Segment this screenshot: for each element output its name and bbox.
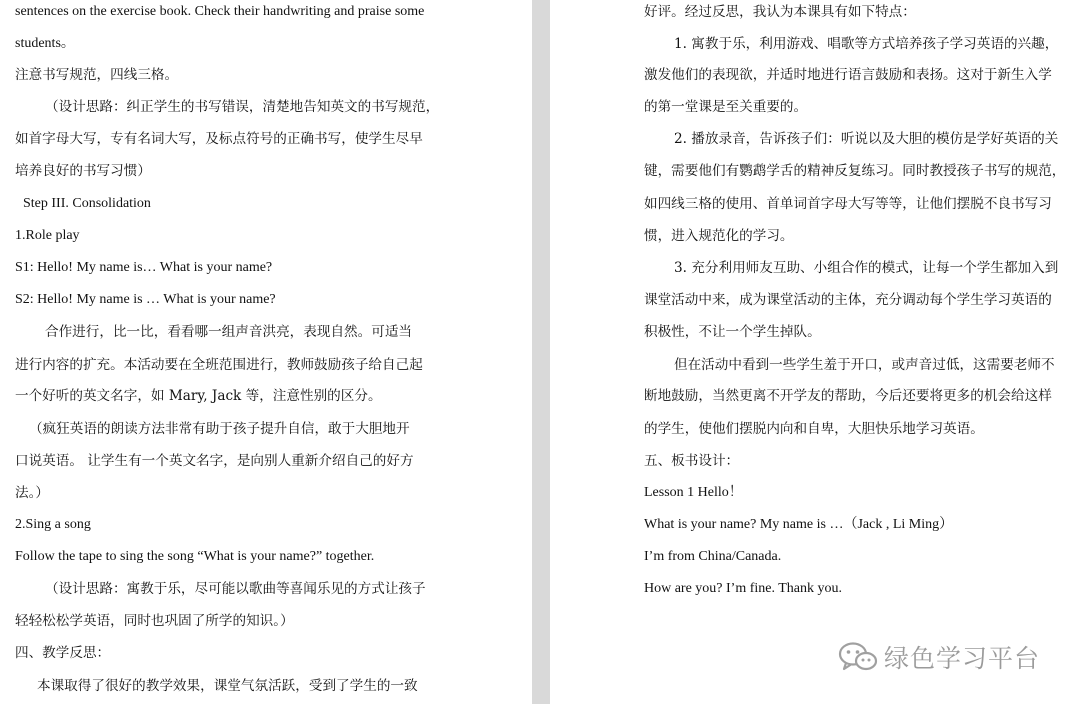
right-page-line: 2. 播放录音，告诉孩子们：听说以及大胆的模仿是学好英语的关 (674, 131, 1059, 147)
right-page-line: Lesson 1 Hello！ (644, 485, 743, 500)
left-page-line: 进行内容的扩充。本活动要在全班范围进行，教师鼓励孩子给自己起 (15, 357, 423, 373)
right-page-line: 积极性，不让一个学生掉队。 (644, 324, 821, 340)
right-page-line: 五、板书设计： (644, 453, 740, 469)
left-page-line: Step III. Consolidation (23, 196, 151, 211)
left-page-line: 一个好听的英文名字，如 Mary, Jack 等，注意性别的区分。 (15, 388, 382, 404)
left-page-line: 法。） (15, 485, 49, 501)
left-page-line: 合作进行，比一比，看看哪一组声音洪亮，表现自然。可适当 (45, 324, 413, 340)
watermark (838, 637, 1040, 677)
right-page-line: 1. 寓教于乐，利用游戏、唱歌等方式培养孩子学习英语的兴趣， (674, 36, 1059, 52)
right-page-line: How are you? I’m fine. Thank you. (644, 581, 843, 596)
left-page-line: S2: Hello! My name is … What is your name? (15, 292, 276, 307)
right-page-line: 3. 充分利用师友互助、小组合作的模式，让每一个学生都加入到 (674, 260, 1059, 276)
left-page-line: sentences on the exercise book. Check their handwriting and praise some (15, 4, 425, 19)
right-page-line: 如四线三格的使用、首单词首字母大写等等，让他们摆脱不良书写习 (644, 196, 1052, 212)
watermark-text: 绿色学习平台 (884, 644, 1041, 673)
right-page-line: 激发他们的表现欲，并适时地进行语言鼓励和表扬。这对于新生入学 (644, 67, 1052, 83)
right-page-line: 好评。经过反思，我认为本课具有如下特点： (644, 4, 916, 20)
right-page-line: What is your name? My name is …（Jack , Li Ming） (644, 517, 954, 532)
left-page-line: 四、教学反思： (15, 645, 111, 661)
right-page-line: 键，需要他们有鹦鹉学舌的精神反复练习。同时教授孩子书写的规范， (644, 163, 1066, 179)
right-page-line: 的学生，使他们摆脱内向和自卑，大胆快乐地学习英语。 (644, 421, 984, 437)
right-page-line: 惯，进入规范化的学习。 (644, 228, 794, 244)
left-page-line: 注意书写规范，四线三格。 (15, 67, 179, 83)
right-page-line: 的第一堂课是至关重要的。 (644, 99, 808, 115)
left-page-line: students。 (15, 36, 75, 51)
right-page-line: 课堂活动中来，成为课堂活动的主体，充分调动每个学生学习英语的 (644, 292, 1052, 308)
left-page-line: 如首字母大写，专有名词大写，及标点符号的正确书写，使学生尽早 (15, 131, 423, 147)
left-page-line: 培养良好的书写习惯） (15, 163, 151, 179)
right-page-line: I’m from China/Canada. (644, 549, 782, 564)
right-page (550, 0, 1080, 704)
left-page-line: （疯狂英语的朗读方法非常有助于孩子提升自信，敢于大胆地开 (29, 421, 410, 437)
wechat-icon (838, 640, 878, 674)
left-page-line: 1.Role play (15, 228, 80, 243)
left-page-line: Follow the tape to sing the song “What is your name?” together. (15, 549, 375, 564)
left-page-line: 轻轻松松学英语，同时也巩固了所学的知识。） (15, 613, 294, 629)
right-page-line: 断地鼓励，当然更离不开学友的帮助，今后还要将更多的机会给这样 (644, 388, 1052, 404)
left-page-line: 2.Sing a song (15, 517, 91, 532)
left-page-line: （设计思路：纠正学生的书写错误，清楚地告知英文的书写规范， (45, 99, 440, 115)
left-page-line: 口说英语。 让学生有一个英文名字，是向别人重新介绍自己的好方 (15, 453, 414, 469)
left-page-line: 本课取得了很好的教学效果，课堂气氛活跃，受到了学生的一致 (37, 678, 418, 694)
left-page (0, 0, 532, 704)
right-page-line: 但在活动中看到一些学生羞于开口，或声音过低，这需要老师不 (674, 357, 1055, 373)
left-page-line: S1: Hello! My name is… What is your name? (15, 260, 273, 275)
left-page-line: （设计思路：寓教于乐，尽可能以歌曲等喜闻乐见的方式让孩子 (45, 581, 426, 597)
